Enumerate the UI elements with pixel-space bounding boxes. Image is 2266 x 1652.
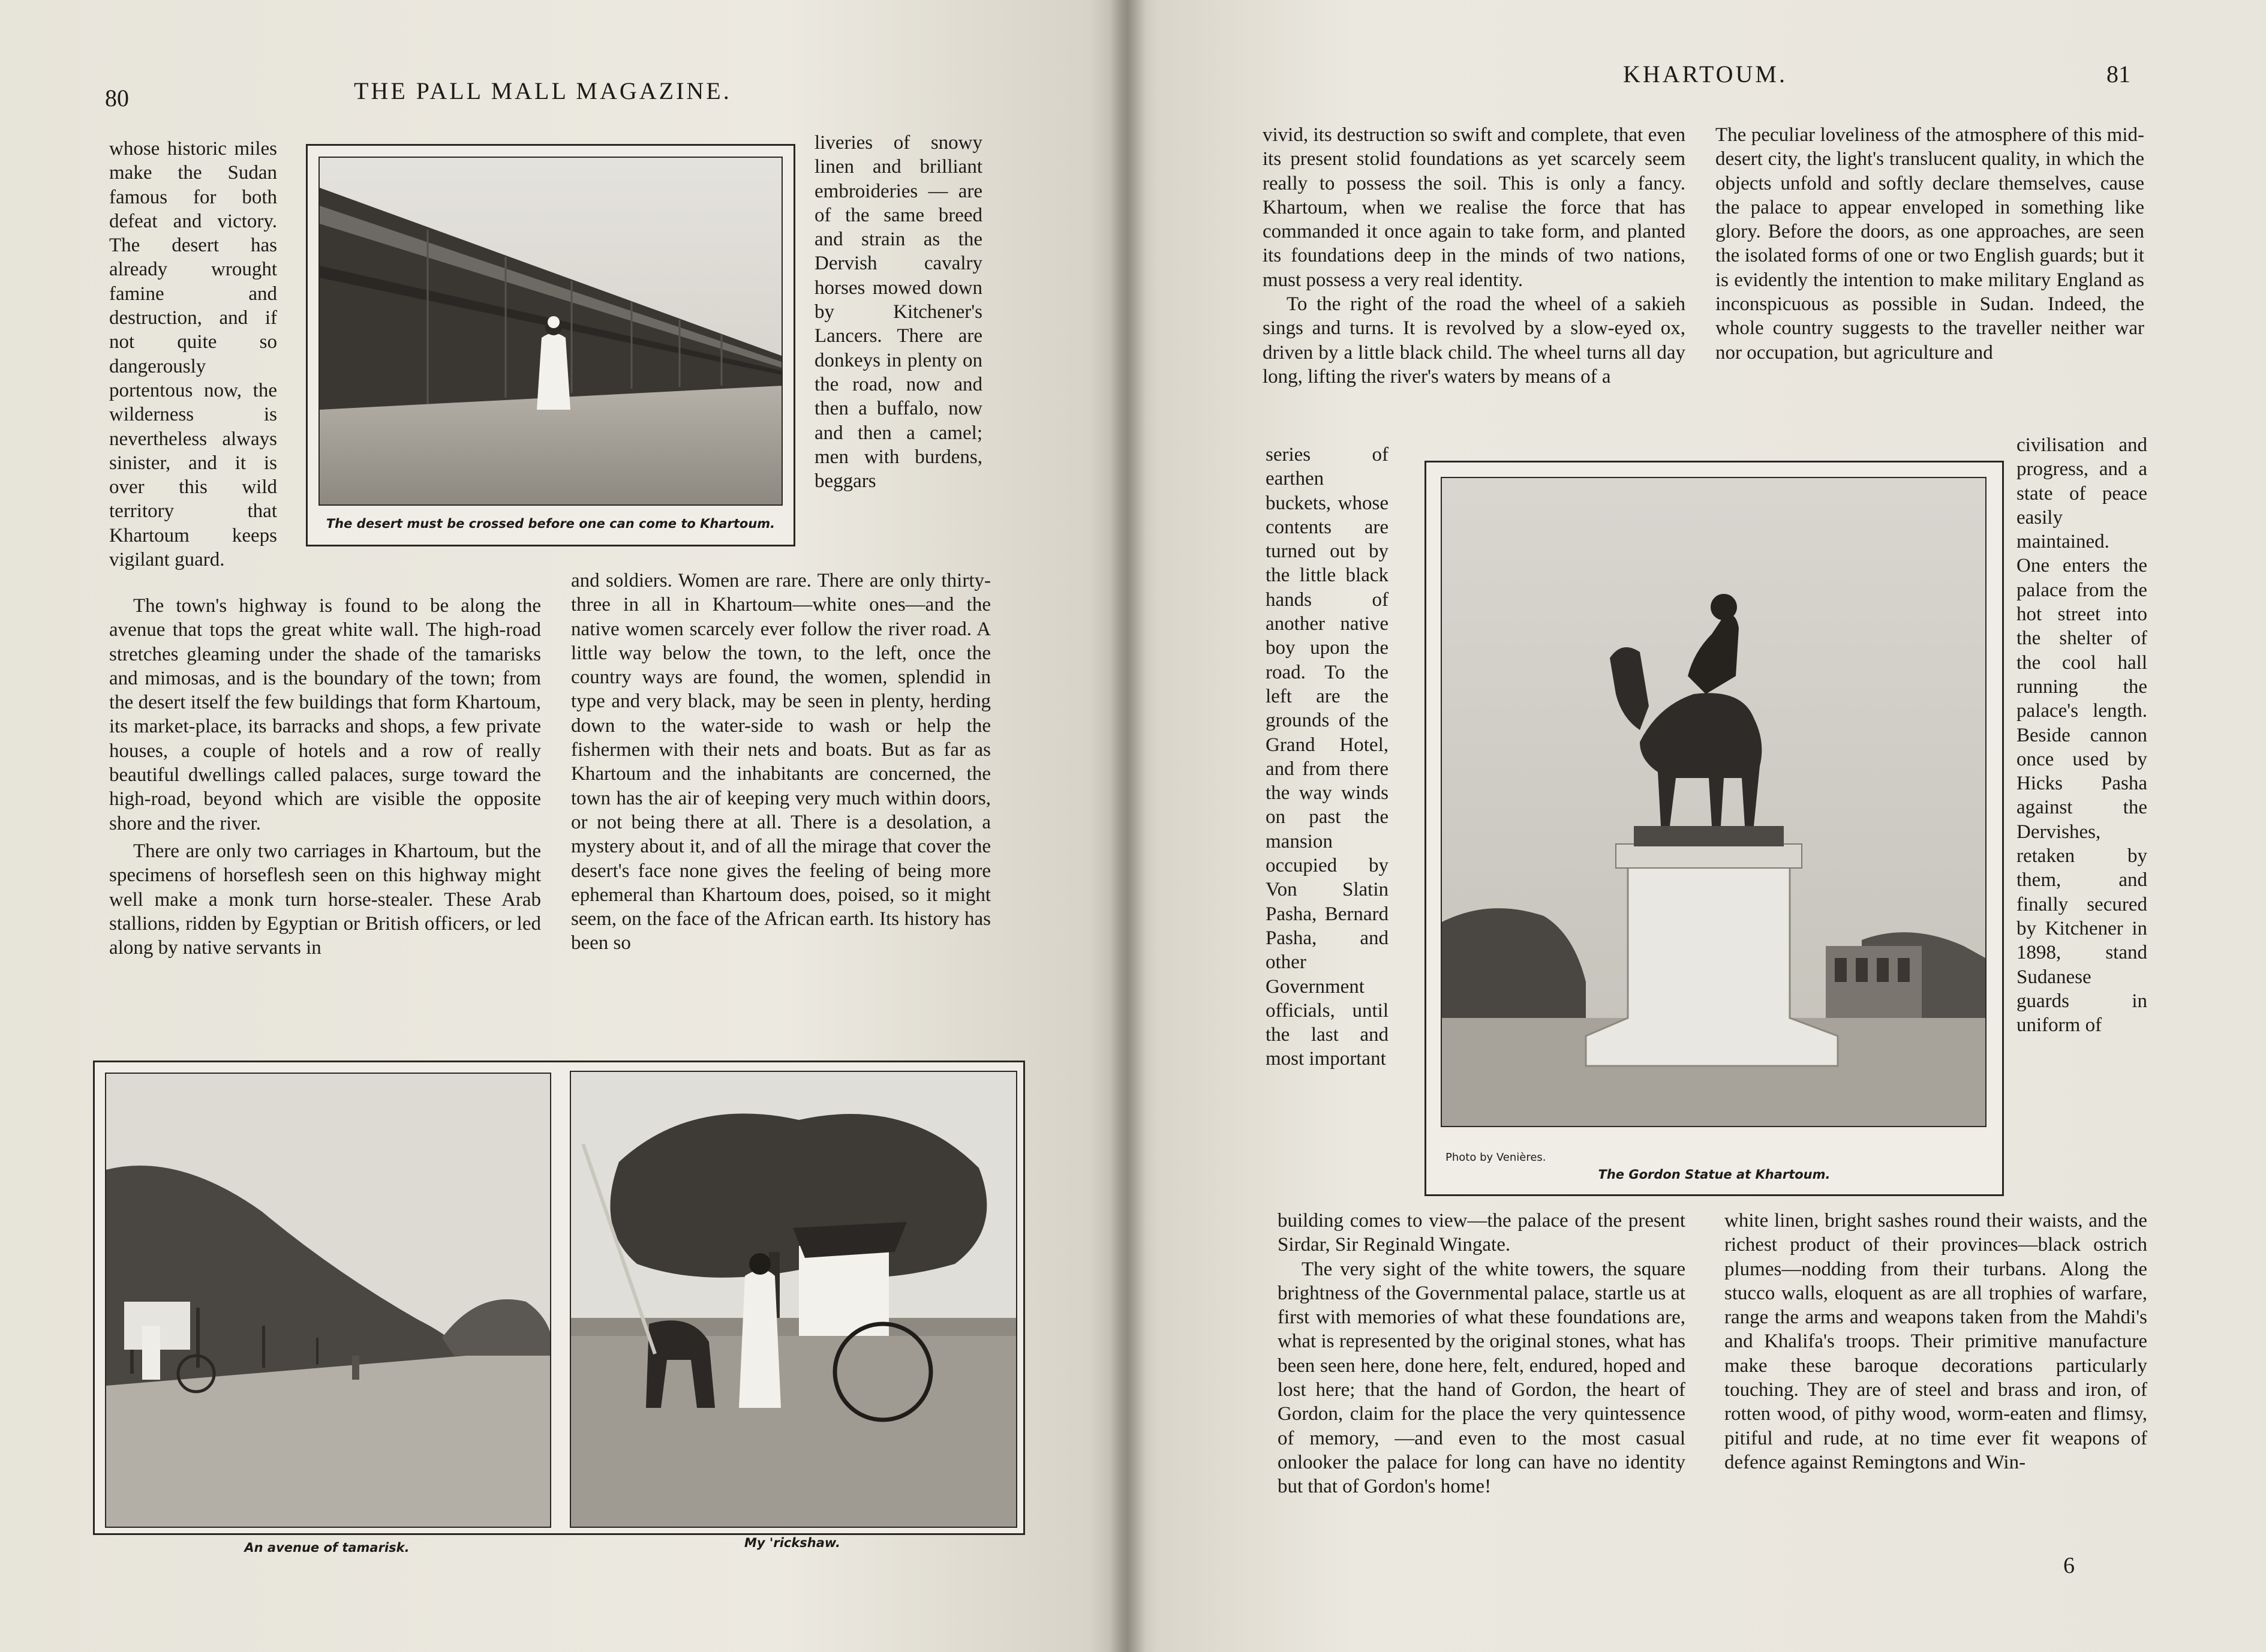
left-running-head: THE PALL MALL MAGAZINE. [354,77,732,104]
signature-mark: 6 [2063,1553,2075,1578]
right-colA-paragraph-4: The very sight of the white towers, the square brightness of the Governmental palace, startle us at first with memories of what these foundations are, what is represented by the original stones, what has been seen here, done here, felt, endured, hoped and lost here; that the hand of Gordon, the heart of Gordon, claim for the place the very quintessence of memory, —and even to the most casual onlooker the palace for long can have no identity but that of Gordon's home! [1278,1258,1685,1498]
left-col1-paragraph-3: There are only two carriages in Khartoum, but the specimens of horseflesh seen on this highway might well make a monk turn horse-stealer. These Arab stallions, ridden by Egyptian or British officers, or led along by native servants in [109,840,541,959]
avenue-photo-image [106,1074,550,1527]
right-colB-bottom-text: white linen, bright sashes round their waists, and the richest product of their provinces—black ostrich plumes—nodding from their turbans. Along the stucco walls, eloquent as are all trophies of warfare, range the arms and weapons taken from the Mahdi's and Khalifa's troops. Their primitive manufacture make these baroque decorations particularly touching. They are of steel and brass and iron, of rotten wood, of pithy wood, worm-eaten and flimsy, pitiful and rude, at no time ever fit weapons of defence against Remingtons and Win- [1724,1210,2147,1473]
left-col1-narrow-text: whose historic miles make the Sudan famous for both defeat and victory. The desert has already wrought famine and destruction, and if not quite so dangerously portentous now, the wilderness is nevertheless always sinister, and it is over this wild territory that Khartoum keeps vigilant guard. [109,138,277,571]
avenue-photo-caption: An avenue of tamarisk. [244,1540,410,1555]
left-col1-paragraph-2: The town's highway is found to be along the avenue that tops the great white wall. The high-road stretches gleaming under the shade of the tamarisks and mimosas, and is the boundary of the town; from the desert itself the few buildings that form Khartoum, its market-place, its barracks and shops, a few private houses, a couple of hotels and a row of really beautiful dwellings called palaces, surge toward the high-road, beyond which are visible the opposite shore and the river. [109,595,541,834]
left-col2-text: and soldiers. Women are rare. There are only thirty-three in all in Khartoum—white ones—and the native women scarcely ever follow the river road. A little way below the town, to the left, once the country ways are found, the women, splendid in type and very black, may be seen in plenty, herding down to the water-side to wash or help the fishermen with their nets and boats. But as far as Khartoum and the inhabitants are concerned, the town has the air of keeping very much within doors, or not being there at all. There is a desolation, a mystery about it, and of all the mirage that cover the desert's face none gives the feeling of being more ephemeral than Khartoum does, poised, so it might seem, on the face of the African earth. Its history has been so [571,570,991,954]
statue-photo-image [1442,478,1985,1126]
right-colB-narrow-text: civilisation and progress, and a state of peace easily maintained. One enters the palace from the hot street into the shelter of the cool hall running the palace's length. Beside cannon once used by Hicks Pasha against the Dervishes, retaken by them, and finally secured by Kitchener in 1898, stand Sudanese guards in uniform of [2016,434,2147,1037]
left-page-number: 80 [105,85,129,112]
train-photo-image [320,158,782,504]
right-colA-top-text [1263,123,1685,389]
rickshaw-photo [570,1071,1017,1528]
right-colB-top-text: The peculiar loveliness of the atmosphere of this mid-desert city, the light's translucent quality, in which the objects unfold and softly declare themselves, cause the palace to appear enveloped in something like glory. Before the doors, as one approaches, are seen the isolated forms of one or two English guards; but it is evidently the intention to make military England as inconspicuous as possible in Sudan. Indeed, the whole country suggests to the traveller neither war nor occupation, but agriculture and [1715,124,2144,364]
avenue-photo [105,1073,551,1528]
statue-photo-frame [1424,461,2004,1196]
train-photo [318,157,783,506]
left-col2-narrow-text: liveries of snowy linen and brilliant embroideries — are of the same breed and strain as the Dervish cavalry horses mowed down by Kitchener's Lancers. There are donkeys in plenty on the road, now and then a buffalo, now and then a camel; men with burdens, beggars [815,132,982,492]
rickshaw-photo-image [571,1072,1016,1527]
right-colA-narrow-text: series of earthen buckets, whose contents are turned out by the little black hands of another native boy upon the road. To the left are the grounds of the Grand Hotel, and from there the way winds on past the mansion occupied by Von Slatin Pasha, Bernard Pasha, and other Government officials, until the last and most important [1266,444,1389,1070]
statue-photo [1441,477,1986,1127]
right-colA-paragraph-3: building comes to view—the palace of the present Sirdar, Sir Reginald Wingate. [1278,1210,1685,1256]
right-page-number: 81 [2106,61,2130,88]
right-colA-paragraph-2: To the right of the road the wheel of a sakieh sings and turns. It is revolved by a slow-eyed ox, driven by a little black child. The wheel turns all day long, lifting the river's waters by means of a [1263,293,1685,388]
statue-photo-credit: Photo by Venières. [1445,1151,1546,1164]
left-col1-text [109,594,541,960]
train-photo-frame [306,144,795,546]
statue-photo-caption: The Gordon Statue at Khartoum. [1598,1167,1831,1182]
right-colA-paragraph-1: vivid, its destruction so swift and complete, that even its present stolid foundations as yet scarcely seem really to possess the soil. This is only a fancy. Khartoum, when we realise the force that has commanded it once again to take form, and planted its foundations deep in the minds of two nations, must possess a very real identity. [1263,124,1685,291]
right-colA-bottom-text [1278,1209,1685,1499]
train-photo-caption: The desert must be crossed before one can come to Khartoum. [326,516,776,531]
right-running-head: KHARTOUM. [1623,61,1787,88]
rickshaw-photo-caption: My 'rickshaw. [744,1536,840,1550]
book-gutter [1110,0,1146,1652]
